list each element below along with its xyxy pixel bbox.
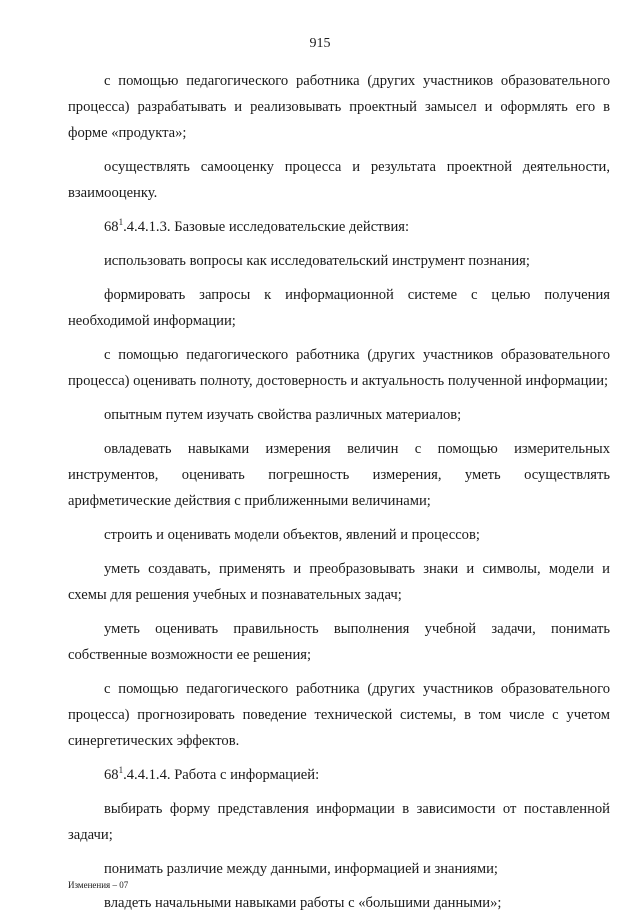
paragraph: использовать вопросы как исследовательский инструмент познания;: [104, 253, 530, 269]
paragraph: формировать запросы к информационной системе с целью получения необходимой информации;: [68, 287, 610, 329]
section-title: Работа с информацией:: [174, 767, 320, 783]
paragraph: овладевать навыками измерения величин с помощью измерительных инструментов, оценивать погрешность измерения, уметь осуществлять арифметические действия с приближенными величинами;: [68, 441, 610, 509]
page-content: [68, 68, 610, 924]
paragraph: с помощью педагогического работника (других участников образовательного процесса) разрабатывать и реализовывать проектный замысел и оформлять его в форме «продукта»;: [68, 73, 610, 141]
section-title: Базовые исследовательские действия:: [174, 219, 410, 235]
section-number-sup: 1: [118, 217, 124, 228]
footer-note: Изменения – 07: [68, 880, 129, 890]
section-number-rest: .4.4.1.4.: [123, 767, 171, 783]
section-number-base: 68: [104, 767, 119, 783]
page-number: 915: [309, 36, 331, 51]
paragraph: с помощью педагогического работника (других участников образовательного процесса) прогнозировать поведение технической системы, в том числе с учетом синергетических эффектов.: [68, 681, 610, 749]
section-number-rest: .4.4.1.3.: [123, 219, 171, 235]
section-number-sup: 1: [118, 765, 124, 776]
paragraph: осуществлять самооценку процесса и результата проектной деятельности, взаимооценку.: [68, 159, 610, 201]
section-heading: [68, 762, 610, 788]
paragraph: владеть начальными навыками работы с «большими данными»;: [104, 895, 502, 911]
paragraph: уметь создавать, применять и преобразовывать знаки и символы, модели и схемы для решения учебных и познавательных задач;: [68, 561, 610, 603]
section-heading: [68, 214, 610, 240]
section-number-base: 68: [104, 219, 119, 235]
paragraph: понимать различие между данными, информацией и знаниями;: [104, 861, 498, 877]
paragraph: с помощью педагогического работника (других участников образовательного процесса) оценивать полноту, достоверность и актуальность полученной информации;: [68, 347, 610, 389]
paragraph: уметь оценивать правильность выполнения учебной задачи, понимать собственные возможности ее решения;: [68, 621, 610, 663]
paragraph: строить и оценивать модели объектов, явлений и процессов;: [104, 527, 480, 543]
paragraph: выбирать форму представления информации в зависимости от поставленной задачи;: [68, 801, 610, 843]
paragraph: опытным путем изучать свойства различных материалов;: [104, 407, 462, 423]
